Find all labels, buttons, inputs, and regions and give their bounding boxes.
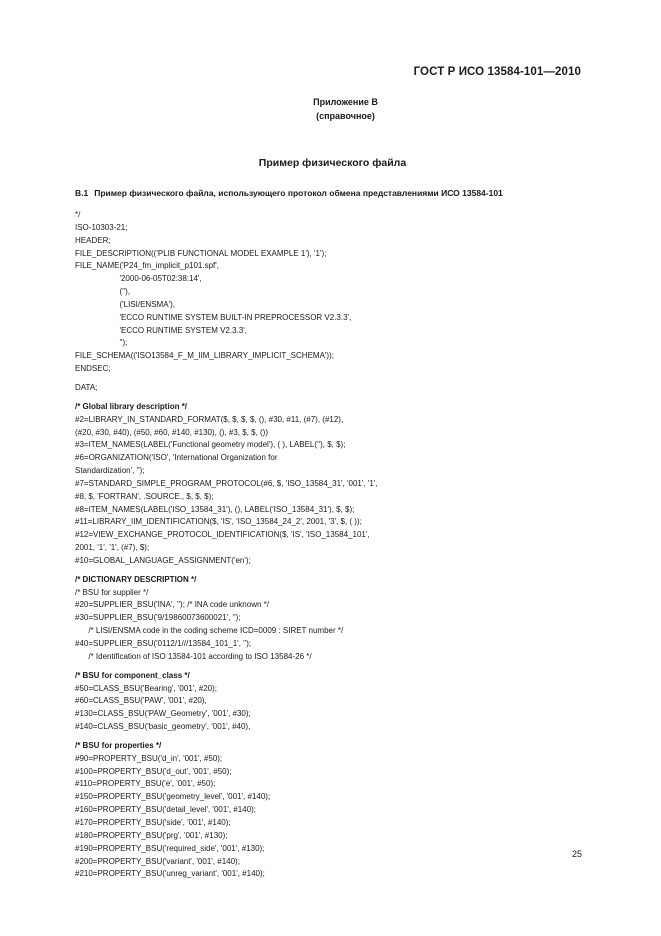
code-line: #8=ITEM_NAMES(LABEL('ISO_13584_31'), (), LABEL('ISO_13584_31'), $, $); — [75, 504, 355, 514]
appendix-heading — [0, 95, 661, 123]
code-line: #130=CLASS_BSU('PAW_Geometry', '001', #30); — [75, 709, 251, 719]
code-line: (''), — [75, 287, 131, 297]
page-number: 25 — [571, 849, 582, 859]
code-line: HEADER; — [75, 235, 111, 245]
code-line: #40=SUPPLIER_BSU('0112/1///13584_101_1', ''); — [75, 639, 252, 648]
code-line: #200=PROPERTY_BSU('variant', '001', #140); — [75, 856, 240, 866]
code-line: #150=PROPERTY_BSU('geometry_level', '001', #140); — [75, 792, 271, 802]
code-line: FILE_DESCRIPTION(('PLIB FUNCTIONAL MODEL EXAMPLE 1'), '1'); — [75, 248, 327, 258]
code-line: #12=VIEW_EXCHANGE_PROTOCOL_IDENTIFICATION($, 'IS', 'ISO_13584_101', — [75, 530, 370, 540]
code-line: /* Identification of ISO 13584-101 according to ISO 13584-26 */ — [75, 651, 312, 661]
code-line: #60=CLASS_BSU('PAW', '001', #20), — [75, 696, 207, 706]
code-line: #6=ORGANIZATION('ISO', 'International Organization for — [75, 453, 278, 463]
code-line: #30=SUPPLIER_BSU('9/19860073600021', ''); — [75, 613, 241, 623]
code-line: #10=GLOBAL_LANGUAGE_ASSIGNMENT('en'); — [75, 555, 251, 565]
code-line: /* BSU for supplier */ — [75, 587, 149, 597]
code-line: (#20, #30, #40), (#50, #60, #140, #130), (), #3, $, $, ()) — [75, 427, 269, 437]
code-comment-heading: /* BSU for properties */ — [75, 740, 162, 750]
code-line: #190=PROPERTY_BSU('required_side', '001', #130); — [75, 843, 265, 853]
code-line: ISO-10303-21; — [75, 222, 128, 232]
code-line: */ — [75, 210, 81, 219]
code-line: #100=PROPERTY_BSU('d_out', '001', #50); — [75, 766, 232, 776]
code-line: #90=PROPERTY_BSU('d_in', '001', #50); — [75, 753, 223, 763]
code-line: #2=LIBRARY_IN_STANDARD_FORMAT($, $, $, $, (), #30, #11, (#7), (#12), — [75, 414, 344, 424]
code-line: FILE_NAME('P24_fm_implicit_p101.spf', — [75, 261, 220, 271]
section-title: Пример физического файла, использующего протокол обмена представлениями ИСО 13584-101 — [94, 188, 503, 198]
standard-designation: ГОСТ Р ИСО 13584-101—2010 — [413, 66, 581, 78]
code-comment-heading: /* Global library description */ — [75, 401, 188, 411]
code-comment-heading: /* DICTIONARY DESCRIPTION */ — [75, 574, 197, 584]
page-title: Пример физического файла — [258, 157, 407, 169]
code-line: ''); — [75, 338, 128, 348]
code-line: #50=CLASS_BSU('Bearing', '001', #20); — [75, 683, 217, 693]
code-line: /* LISI/ENSMA code in the coding scheme ICD=0009 : SIRET number */ — [75, 626, 344, 636]
code-line: DATA; — [75, 382, 98, 392]
code-line: ('LISI/ENSMA'), — [75, 299, 175, 309]
code-line: FILE_SCHEMA(('ISO13584_F_M_IIM_LIBRARY_IMPLICIT_SCHEMA')); — [75, 351, 334, 361]
code-line: 'ECCO RUNTIME SYSTEM V2.3.3', — [75, 325, 247, 335]
code-line: #8, $, 'FORTRAN', .SOURCE., $, $, $); — [75, 491, 214, 501]
appendix-title: Приложение В — [313, 97, 378, 107]
code-line: #180=PROPERTY_BSU('prg', '001', #130); — [75, 830, 228, 840]
code-line: #20=SUPPLIER_BSU('INA', ''); /* INA code unknown */ — [75, 600, 269, 610]
code-line: #3=ITEM_NAMES(LABEL('Functional geometry model'), ( ), LABEL(''), $, $); — [75, 440, 346, 450]
code-line: #110=PROPERTY_BSU('e', '001', #50); — [75, 779, 216, 789]
code-line: #11=LIBRARY_IIM_IDENTIFICATION($, 'IS', 'ISO_13584_24_2', 2001, '3', $, ( )); — [75, 517, 362, 527]
code-line: #160=PROPERTY_BSU('detail_level', '001', #140); — [75, 805, 256, 815]
code-line: ENDSEC; — [75, 364, 111, 374]
code-line: #140=CLASS_BSU('basic_geometry', '001', #40), — [75, 722, 251, 732]
code-line: #170=PROPERTY_BSU('side', '001', #140); — [75, 817, 231, 827]
appendix-subtitle: (справочное) — [316, 111, 375, 121]
code-line: '2000-06-05T02:38:14', — [75, 274, 202, 284]
code-line: #210=PROPERTY_BSU('unreg_variant', '001', #140); — [75, 869, 265, 879]
code-listing — [75, 209, 595, 881]
code-line: 'ECCO RUNTIME SYSTEM BUILT-IN PREPROCESSOR V2.3.3', — [75, 312, 352, 322]
section-heading — [75, 188, 503, 198]
code-line: 2001, '1', '1', (#7), $); — [75, 543, 150, 553]
code-line: #7=STANDARD_SIMPLE_PROGRAM_PROTOCOL(#6, $, 'ISO_13584_31', '001', '1', — [75, 478, 378, 488]
code-comment-heading: /* BSU for component_class */ — [75, 670, 190, 680]
code-line: Standardization', ''); — [75, 466, 145, 476]
section-number: В.1 — [75, 188, 89, 198]
